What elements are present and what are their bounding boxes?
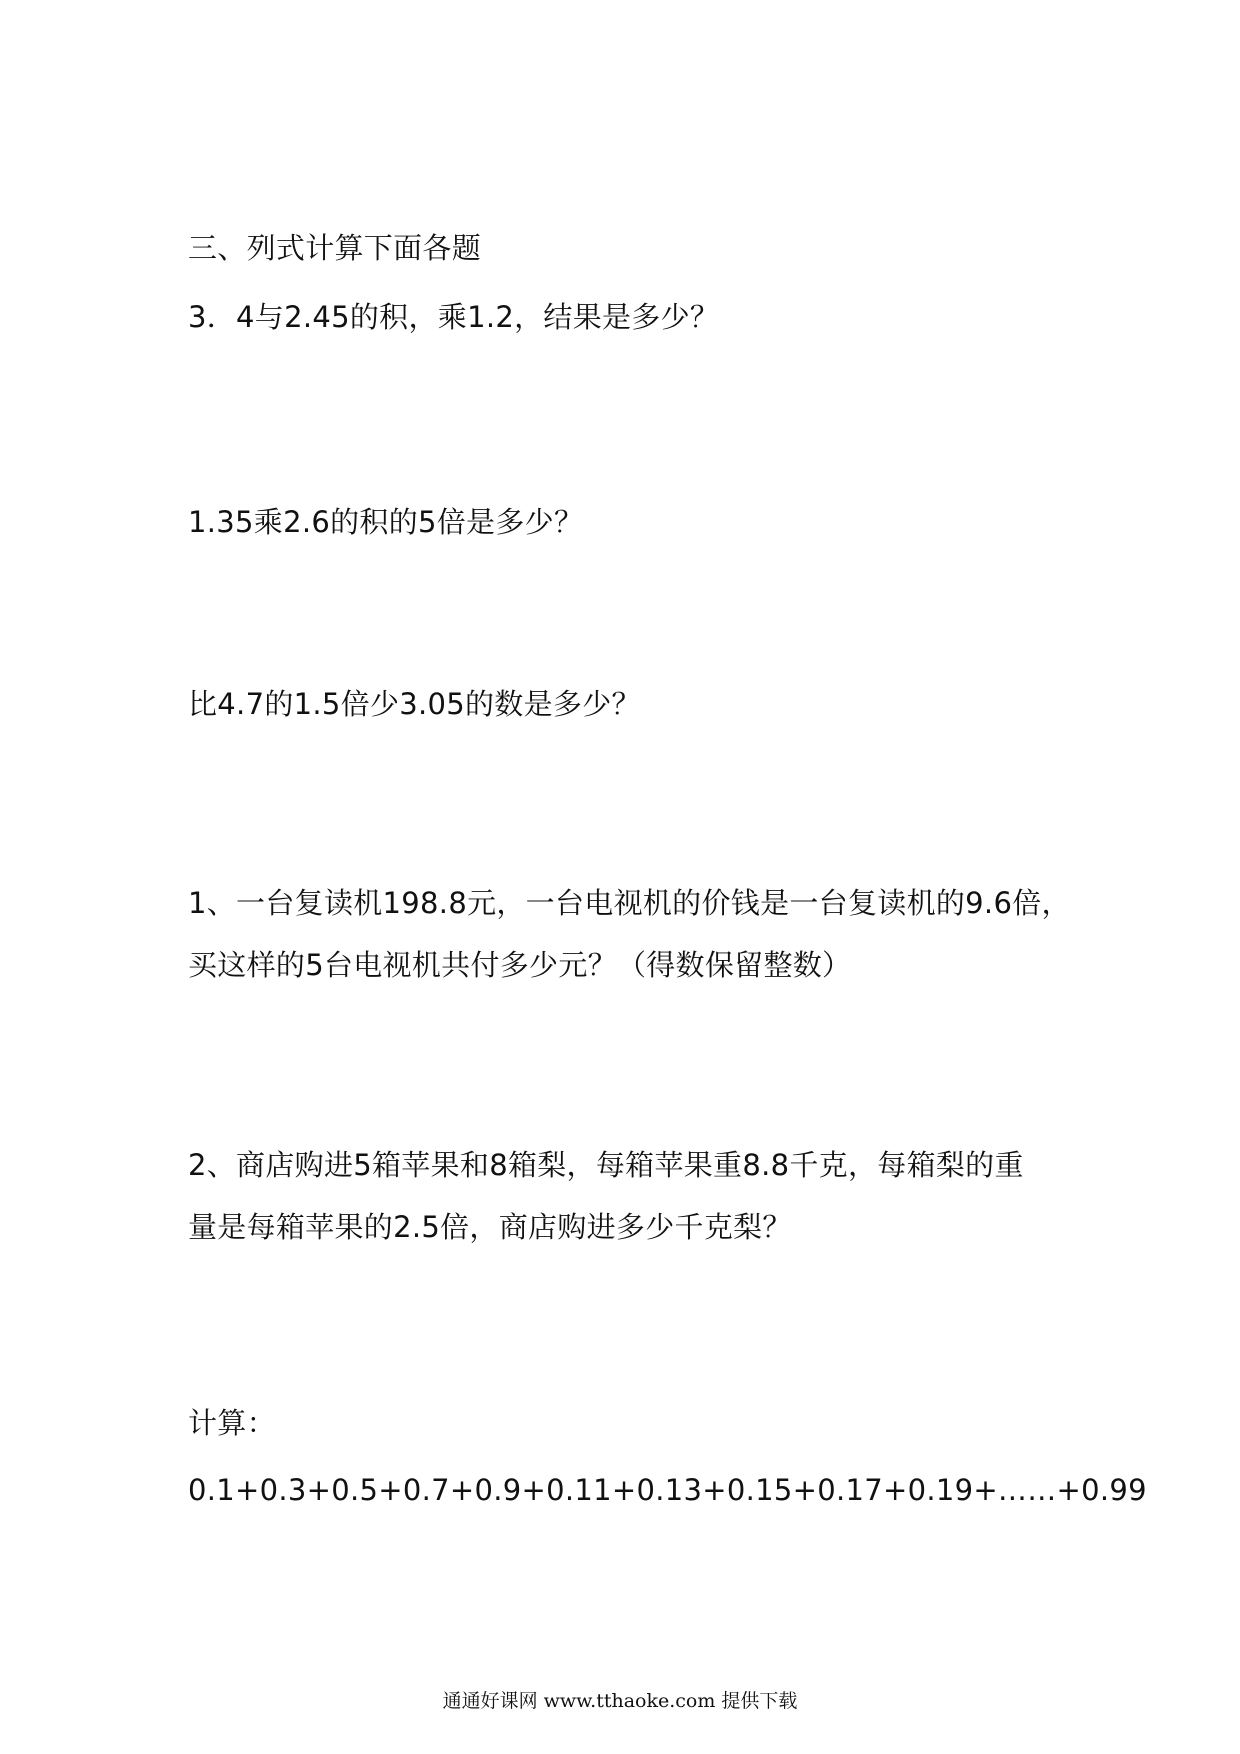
footer-source: 通通好课网 www.tthaoke.com 提供下载 <box>442 1690 798 1712</box>
question-2: 1.35乘2.6的积的5倍是多少？ <box>188 505 584 539</box>
section-heading: 三、列式计算下面各题 <box>188 231 482 265</box>
question-1: 3．4与2.45的积，乘1.2，结果是多少？ <box>188 300 720 334</box>
word-problem-2-line-1: 2、商店购进5箱苹果和8箱梨，每箱苹果重8.8千克，每箱梨的重 <box>188 1148 1024 1182</box>
calculation-label: 计算： <box>188 1406 276 1440</box>
word-problem-1-line-2: 买这样的5台电视机共付多少元？（得数保留整数） <box>188 948 852 982</box>
question-3: 比4.7的1.5倍少3.05的数是多少？ <box>188 687 641 721</box>
word-problem-2-line-2: 量是每箱苹果的2.5倍，商店购进多少千克梨？ <box>188 1210 792 1244</box>
calculation-expression: 0.1+0.3+0.5+0.7+0.9+0.11+0.13+0.15+0.17+0.19+……+0.99 <box>188 1473 1147 1507</box>
word-problem-1-line-1: 1、一台复读机198.8元，一台电视机的价钱是一台复读机的9.6倍， <box>188 886 1071 920</box>
